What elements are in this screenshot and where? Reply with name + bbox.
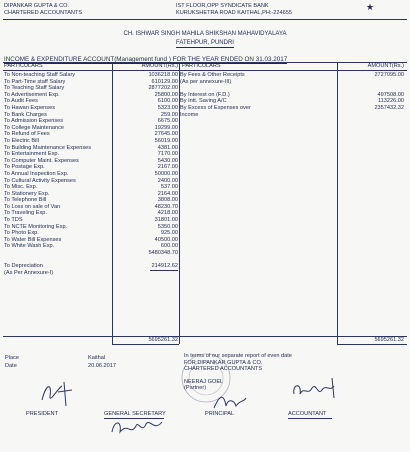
expenditure-label-row: To Teaching Staff Salary bbox=[4, 85, 65, 92]
income-label-row: Income bbox=[180, 111, 199, 118]
expenditure-amount-row: 5350.00 bbox=[157, 223, 178, 230]
col-header-amount-left: AMOUNT(Rs.) bbox=[141, 63, 178, 69]
expenditure-label-row: To Annual Inspection Exp. bbox=[4, 170, 69, 177]
expenditure-label-row: To Entertainment Exp. bbox=[4, 151, 60, 158]
expenditure-amount-row: 50000.00 bbox=[154, 170, 178, 177]
total-right-rule bbox=[337, 344, 407, 345]
expenditure-amount-row: 3808.00 bbox=[157, 197, 178, 204]
income-label-row: (As per annexure-III) bbox=[180, 78, 232, 85]
income-label-row: By Excess of Expenses over bbox=[180, 104, 251, 111]
expenditure-amount-row: 48230.70 bbox=[154, 203, 178, 210]
expenditure-label-row: To Part-Time staff Salary bbox=[4, 78, 66, 85]
expenditure-amount-row: 6675.00 bbox=[157, 118, 178, 125]
firm-header bbox=[4, 3, 82, 16]
report-line-1: In terms of our separate report of even date bbox=[184, 353, 292, 359]
income-amounts bbox=[338, 72, 404, 118]
expenditure-amount-row: 4381.00 bbox=[157, 144, 178, 151]
expenditure-amount-row: 25800.00 bbox=[154, 91, 178, 98]
partner-label: (Partner) bbox=[184, 385, 207, 392]
total-right: 5695261.32 bbox=[374, 337, 404, 343]
expenditure-amount-row: 2400.00 bbox=[157, 177, 178, 184]
place-label: Place bbox=[5, 355, 19, 361]
expenditure-amounts bbox=[112, 72, 178, 276]
expenditure-label-row: To College Maintenance bbox=[4, 124, 65, 131]
expenditure-label-row: To Audit Fees bbox=[4, 98, 38, 105]
expenditure-label-row: To Building Maintenance Expenses bbox=[4, 144, 92, 151]
accountant-underline bbox=[288, 418, 332, 419]
signatory-general-secretary: GENERAL SECRETARY bbox=[104, 411, 166, 417]
expenditure-amount-row: 610129.00 bbox=[151, 78, 178, 85]
expenditure-amount-row: 5430.00 bbox=[157, 157, 178, 164]
total-left: 5695261.32 bbox=[148, 337, 178, 343]
address-line-1: IST FLOOR,OPP SYNDICATE BANK bbox=[176, 3, 269, 9]
total-left-rule bbox=[112, 344, 179, 345]
place-value: Kaithal bbox=[88, 355, 106, 361]
date-value: 20.06.2017 bbox=[88, 363, 116, 369]
signatory-accountant: ACCOUNTANT bbox=[288, 411, 327, 417]
expenditure-amount-row: 27645.00 bbox=[154, 131, 178, 138]
expenditure-amount-row: 2167.00 bbox=[157, 164, 178, 171]
expenditure-amount-row: 1036218.00 bbox=[148, 72, 178, 78]
income-labels bbox=[180, 72, 251, 118]
firm-name: DIPANKAR GUPTA & CO. bbox=[4, 3, 70, 9]
expenditure-amount-row: 56019.00 bbox=[154, 137, 178, 144]
location-text: FATEHPUR, PUNDRI bbox=[176, 40, 234, 46]
expenditure-label-row: To Photo Exp. bbox=[4, 230, 39, 237]
expenditure-amount-row: 5323.00 bbox=[157, 104, 178, 111]
expenditure-label-row: To Refund of Fees bbox=[4, 131, 50, 138]
income-amount-row bbox=[338, 85, 404, 92]
expenditure-label-row: To Cultural Activity Expenses bbox=[4, 177, 76, 184]
income-label-row: By Intt. Saving A/C bbox=[180, 98, 227, 105]
expenditure-label-row: To Depreciation bbox=[4, 263, 43, 270]
expenditure-label-row: To Bank Charges bbox=[4, 111, 47, 118]
signatory-president: PRESIDENT bbox=[26, 411, 59, 417]
expenditure-label-row: To White Wash Exp. bbox=[4, 243, 55, 250]
president-signature bbox=[38, 378, 80, 410]
expenditure-label-row: To NCTE Monitoring Exp. bbox=[4, 223, 68, 230]
income-amount-row: 2727095.00 bbox=[374, 72, 404, 78]
firm-address bbox=[176, 3, 292, 16]
expenditure-amount-row bbox=[112, 257, 178, 264]
institution-name: CH. ISHWAR SINGH MAHILA SHIKSHAN MAHAVIDYALAYA bbox=[123, 31, 287, 37]
expenditure-amount-row: 600.00 bbox=[160, 243, 178, 250]
expenditure-amount-row: 5480348.70 bbox=[148, 250, 178, 257]
income-label-row: By Fees & Other Receipts bbox=[180, 72, 245, 78]
expenditure-label-row: To Advertisement Exp. bbox=[4, 91, 60, 98]
expenditure-amount-row: 40500.00 bbox=[154, 236, 178, 243]
expenditure-label-row: To Traveling Exp. bbox=[4, 210, 47, 217]
income-amount-row: 113226.00 bbox=[377, 98, 404, 105]
expenditure-amount-row: 214912.62 bbox=[151, 263, 178, 270]
accountant-signature bbox=[288, 372, 340, 406]
expenditure-label-row: To Postage Exp. bbox=[4, 164, 45, 171]
expenditure-label-row bbox=[4, 250, 91, 257]
income-label-row: By Interest on (F.D.) bbox=[180, 91, 230, 98]
expenditure-amount-row: 2164.00 bbox=[157, 190, 178, 197]
expenditure-amount-row: 19299.00 bbox=[154, 124, 178, 131]
address-line-2: KURUKSHETRA ROAD KAITHAL,PH:-224655 bbox=[176, 9, 292, 16]
expenditure-label-row bbox=[4, 257, 91, 264]
expenditure-amount-row: 259.00 bbox=[160, 111, 178, 118]
expenditure-label-row: To Loss on sale of Van bbox=[4, 203, 61, 210]
income-label-row bbox=[180, 85, 251, 92]
signatory-principal: PRINCIPAL bbox=[205, 411, 235, 417]
income-amount-row bbox=[338, 112, 404, 119]
date-label: Date bbox=[5, 363, 17, 369]
report-line-2: FOR DIPANKAR GUPTA & CO. bbox=[184, 359, 263, 366]
col-header-amount-right: AMOUNT(Rs.) bbox=[367, 63, 404, 69]
expenditure-label-row: (As Per Annexure-I) bbox=[4, 269, 54, 276]
firm-subtitle: CHARTERED ACCOUNTANTS bbox=[4, 9, 83, 16]
secretary-signature bbox=[108, 402, 168, 442]
col-header-particulars-left: PARTICULARS bbox=[4, 63, 43, 69]
expenditure-amount-row: 31801.00 bbox=[154, 217, 178, 224]
expenditure-label-row: To Misc. Exp. bbox=[4, 184, 38, 191]
expenditure-label-row: To Admission Expenses bbox=[4, 118, 64, 125]
secretary-underline bbox=[104, 418, 164, 419]
partner-name: NEERAJ GOEL bbox=[184, 378, 224, 385]
star-mark-icon: ★ bbox=[366, 2, 375, 12]
expenditure-label-row: To Telephone Bill bbox=[4, 197, 47, 204]
expenditure-amount-row: 925.00 bbox=[160, 230, 178, 237]
table-header-rule bbox=[3, 70, 407, 71]
expenditure-amount-row: 2877202.00 bbox=[148, 85, 178, 92]
income-amount-row: 497508.00 bbox=[377, 91, 404, 98]
header-divider bbox=[3, 19, 407, 20]
expenditure-label-row: To Water Bill Expenses bbox=[4, 236, 62, 243]
account-title-text: INCOME & EXPENDITURE ACCOUNT(Management fund ) FOR THE YEAR ENDED ON 31.03.2017 bbox=[4, 56, 288, 63]
expenditure-label-row: To Non-teaching Staff Salary bbox=[4, 72, 76, 78]
income-amount-row bbox=[338, 79, 404, 86]
expenditure-amount-row: 7170.00 bbox=[157, 151, 178, 158]
income-amount-row: 2357432.32 bbox=[374, 104, 404, 111]
expenditure-label-row: To Hawan Expenses bbox=[4, 104, 55, 111]
expenditure-label-row: To TDS bbox=[4, 217, 23, 224]
col-header-particulars-right: PARTICULARS bbox=[182, 63, 221, 69]
subtotal-rule bbox=[150, 270, 178, 271]
expenditure-label-row: To Computer Maint. Expenses bbox=[4, 157, 79, 164]
expenditure-amount-row: 537.00 bbox=[160, 184, 178, 191]
expenditure-amount-row: 6100.00 bbox=[157, 98, 178, 105]
expenditure-label-row: To Stationery Exp. bbox=[4, 190, 50, 197]
expenditure-label-row: To Electric Bill bbox=[4, 137, 39, 144]
institution-location bbox=[0, 40, 410, 48]
report-line-3: CHARTERED ACCOUNTANTS bbox=[184, 366, 263, 373]
expenditure-labels bbox=[4, 72, 91, 276]
expenditure-amount-row: 4218.00 bbox=[157, 210, 178, 217]
